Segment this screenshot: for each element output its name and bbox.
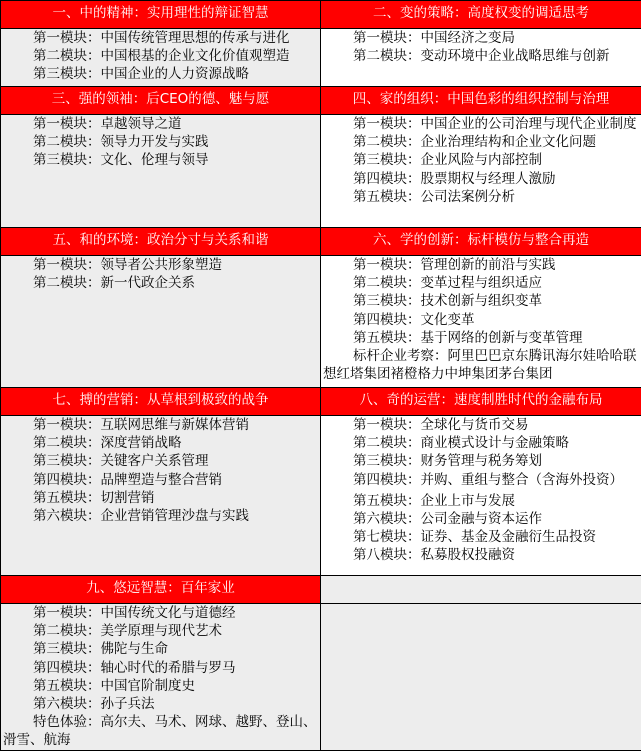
module-item: 第二模块：新一代政企关系 [3, 274, 318, 292]
section-body-1 [1, 29, 321, 87]
section-body-9 [1, 604, 321, 751]
section-header-row-1 [1, 1, 641, 29]
module-item: 第一模块：中国企业的公司治理与现代企业制度 [323, 115, 639, 133]
module-item: 第五模块：基于网络的创新与变革管理 [323, 329, 639, 347]
section-body-5 [1, 256, 321, 388]
module-item: 第二模块：商业模式设计与金融策略 [323, 434, 639, 452]
module-item: 第六模块：孙子兵法 [3, 695, 318, 713]
module-item: 第二模块：变革过程与组织适应 [323, 274, 639, 292]
module-item: 第三模块：文化、伦理与领导 [3, 151, 318, 169]
module-item: 第一模块：领导者公共形象塑造 [3, 256, 318, 274]
module-item: 第二模块：中国根基的企业文化价值观塑造 [3, 47, 318, 65]
section-header-4: 四、家的组织：中国色彩的组织控制与治理 [321, 87, 641, 115]
module-item: 第二模块：变动环境中企业战略思维与创新 [323, 47, 639, 65]
section-header-5: 五、和的环境：政治分寸与关系和谐 [1, 228, 321, 256]
section-header-6: 六、学的创新：标杆模仿与整合再造 [321, 228, 641, 256]
module-item: 第三模块：中国企业的人力资源战略 [3, 65, 318, 83]
module-item: 第四模块：并购、重组与整合（含海外投资） [323, 471, 639, 489]
section-body-row-2 [1, 115, 641, 228]
module-item: 第三模块：关键客户关系管理 [3, 452, 318, 470]
module-item: 第三模块：佛陀与生命 [3, 640, 318, 658]
module-item: 第一模块：中国经济之变局 [323, 29, 639, 47]
section-body-row-5 [1, 604, 641, 751]
module-item: 第二模块：企业治理结构和企业文化问题 [323, 133, 639, 151]
module-item: 第一模块：中国传统文化与道德经 [3, 604, 318, 622]
section-header-7: 七、搏的营销：从草根到极致的战争 [1, 388, 321, 416]
empty-body-cell [321, 604, 641, 751]
module-item: 第二模块：深度营销战略 [3, 434, 318, 452]
section-header-row-3 [1, 228, 641, 256]
module-item: 第二模块：领导力开发与实践 [3, 133, 318, 151]
section-header-row-5 [1, 576, 641, 604]
section-body-4 [321, 115, 641, 228]
section-body-row-3 [1, 256, 641, 388]
module-item: 第三模块：企业风险与内部控制 [323, 151, 639, 169]
section-header-2: 二、变的策略：高度权变的调适思考 [321, 1, 641, 29]
module-item: 第六模块：企业营销管理沙盘与实践 [3, 507, 318, 525]
section-body-7 [1, 416, 321, 576]
section-body-3 [1, 115, 321, 228]
module-item: 第五模块：企业上市与发展 [323, 492, 639, 510]
module-item: 第八模块：私募股权投融资 [323, 546, 639, 564]
experience-item: 特色体验：高尔夫、马术、网球、越野、登山、滑雪、航海 [3, 713, 318, 749]
module-item: 第一模块：互联网思维与新媒体营销 [3, 416, 318, 434]
empty-header-cell [321, 576, 641, 604]
section-header-1: 一、中的精神：实用理性的辩证智慧 [1, 1, 321, 29]
module-item: 第六模块：公司金融与资本运作 [323, 510, 639, 528]
module-item: 第三模块：财务管理与税务筹划 [323, 452, 639, 470]
section-header-3: 三、强的领袖：后CEO的德、魅与愿 [1, 87, 321, 115]
section-header-row-4 [1, 388, 641, 416]
benchmark-tour-item: 标杆企业考察：阿里巴巴京东腾讯海尔娃哈哈联想红塔集团褚橙格力中坤集团茅台集团 [323, 347, 639, 383]
module-item: 第一模块：卓越领导之道 [3, 115, 318, 133]
module-item: 第四模块：轴心时代的希腊与罗马 [3, 659, 318, 677]
section-body-8 [321, 416, 641, 576]
module-item: 第五模块：切割营销 [3, 489, 318, 507]
module-item: 第五模块：中国官阶制度史 [3, 677, 318, 695]
module-item: 第一模块：中国传统管理思想的传承与进化 [3, 29, 318, 47]
section-body-6 [321, 256, 641, 388]
module-item: 第二模块：美学原理与现代艺术 [3, 622, 318, 640]
module-item: 第七模块：证券、基金及金融衍生品投资 [323, 528, 639, 546]
section-header-row-2 [1, 87, 641, 115]
section-body-2 [321, 29, 641, 87]
module-item: 第三模块：技术创新与组织变革 [323, 292, 639, 310]
module-item: 第五模块：公司法案例分析 [323, 188, 639, 206]
module-item: 第一模块：管理创新的前沿与实践 [323, 256, 639, 274]
module-item: 第一模块：全球化与货币交易 [323, 416, 639, 434]
section-body-row-4 [1, 416, 641, 576]
section-body-row-1 [1, 29, 641, 87]
module-item: 第四模块：股票期权与经理人激励 [323, 170, 639, 188]
module-item: 第四模块：文化变革 [323, 311, 639, 329]
module-item: 第四模块：品牌塑造与整合营销 [3, 471, 318, 489]
section-header-9: 九、悠远智慧：百年家业 [1, 576, 321, 604]
section-header-8: 八、奇的运营：速度制胜时代的金融布局 [321, 388, 641, 416]
